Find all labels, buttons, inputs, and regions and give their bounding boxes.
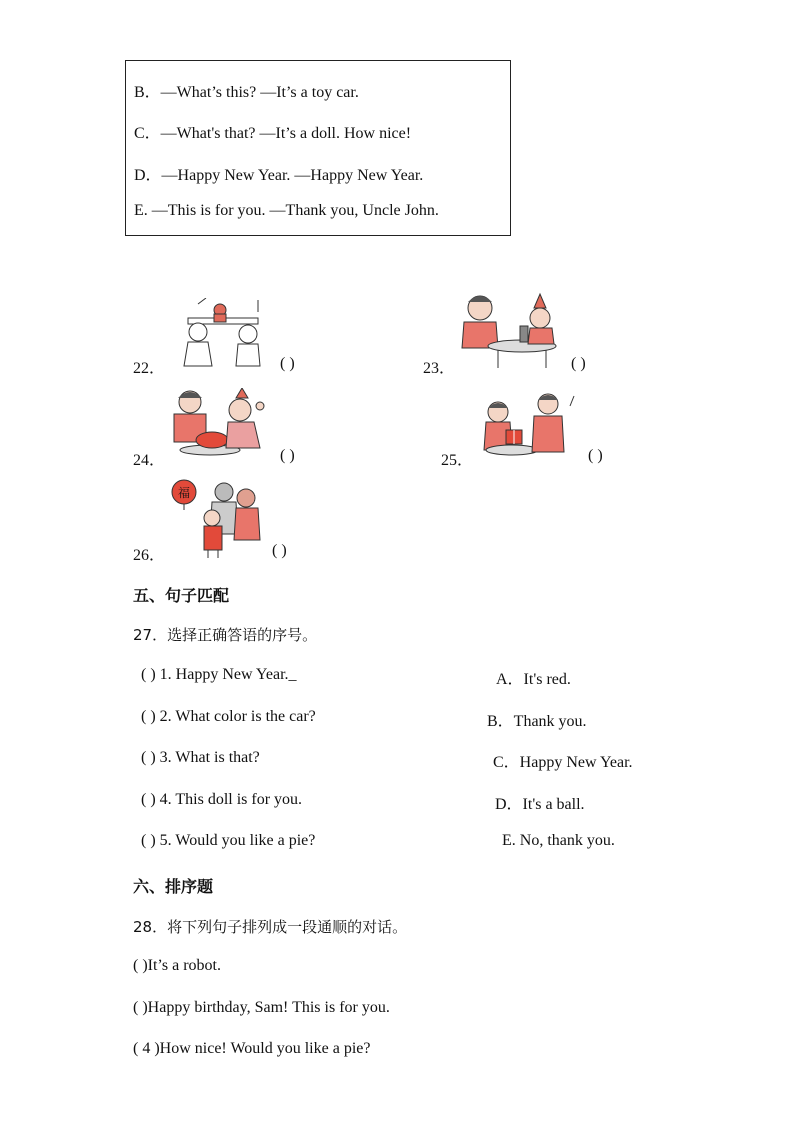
match-answer-a: A．It's red. [496,671,571,688]
order-line-2: ( )Happy birthday, Sam! This is for you. [133,999,390,1016]
match-answer-b: B．Thank you. [487,713,587,730]
match-answer-d: D．It's a ball. [495,796,585,813]
option-b: B．—What’s this? —It’s a toy car. [134,84,359,101]
match-answer-c: C．Happy New Year. [493,754,633,771]
question-26-number: 26． [133,547,166,564]
picture-two-girls-greeting [168,298,278,368]
question-23-number: 23． [423,360,456,377]
question-23-answer-blank[interactable]: ( ) [571,355,586,372]
picture-family-new-year-fu-lantern [166,478,266,558]
section5-title: 五、句子匹配 [133,586,230,605]
question-26-answer-blank[interactable]: ( ) [272,542,287,559]
question-22-number: 22． [133,360,166,377]
match-question-1: ( ) 1. Happy New Year._ [141,666,297,683]
question-24-answer-blank[interactable]: ( ) [280,447,295,464]
question-25-answer-blank[interactable]: ( ) [588,447,603,464]
picture-boy-and-girl-with-toy-at-table [458,292,568,368]
section6-title: 六、排序题 [133,877,214,896]
order-line-1: ( )It’s a robot. [133,957,221,974]
option-e: E. —This is for you. —Thank you, Uncle John. [134,202,439,219]
section6-instruction: 28．将下列句子排列成一段通顺的对话。 [133,918,408,936]
match-question-4: ( ) 4. This doll is for you. [141,791,303,808]
question-24-number: 24． [133,452,166,469]
picture-man-giving-gift-box [480,390,580,462]
match-answer-e: E. No, thank you. [502,832,615,849]
option-d: D．—Happy New Year. —Happy New Year. [134,167,424,184]
order-line-3: ( 4 )How nice! Would you like a pie? [133,1040,371,1057]
question-25-number: 25． [441,452,474,469]
options-box [125,60,511,236]
fu-character: 福 [177,486,191,500]
option-c: C．—What's that? —It’s a doll. How nice! [134,125,412,142]
match-question-5: ( ) 5. Would you like a pie? [141,832,316,849]
section5-instruction: 27．选择正确答语的序号。 [133,626,318,644]
question-22-answer-blank[interactable]: ( ) [280,355,295,372]
match-question-3: ( ) 3. What is that? [141,749,260,766]
match-question-2: ( ) 2. What color is the car? [141,708,316,725]
picture-mother-and-girl-with-cake [170,388,270,460]
